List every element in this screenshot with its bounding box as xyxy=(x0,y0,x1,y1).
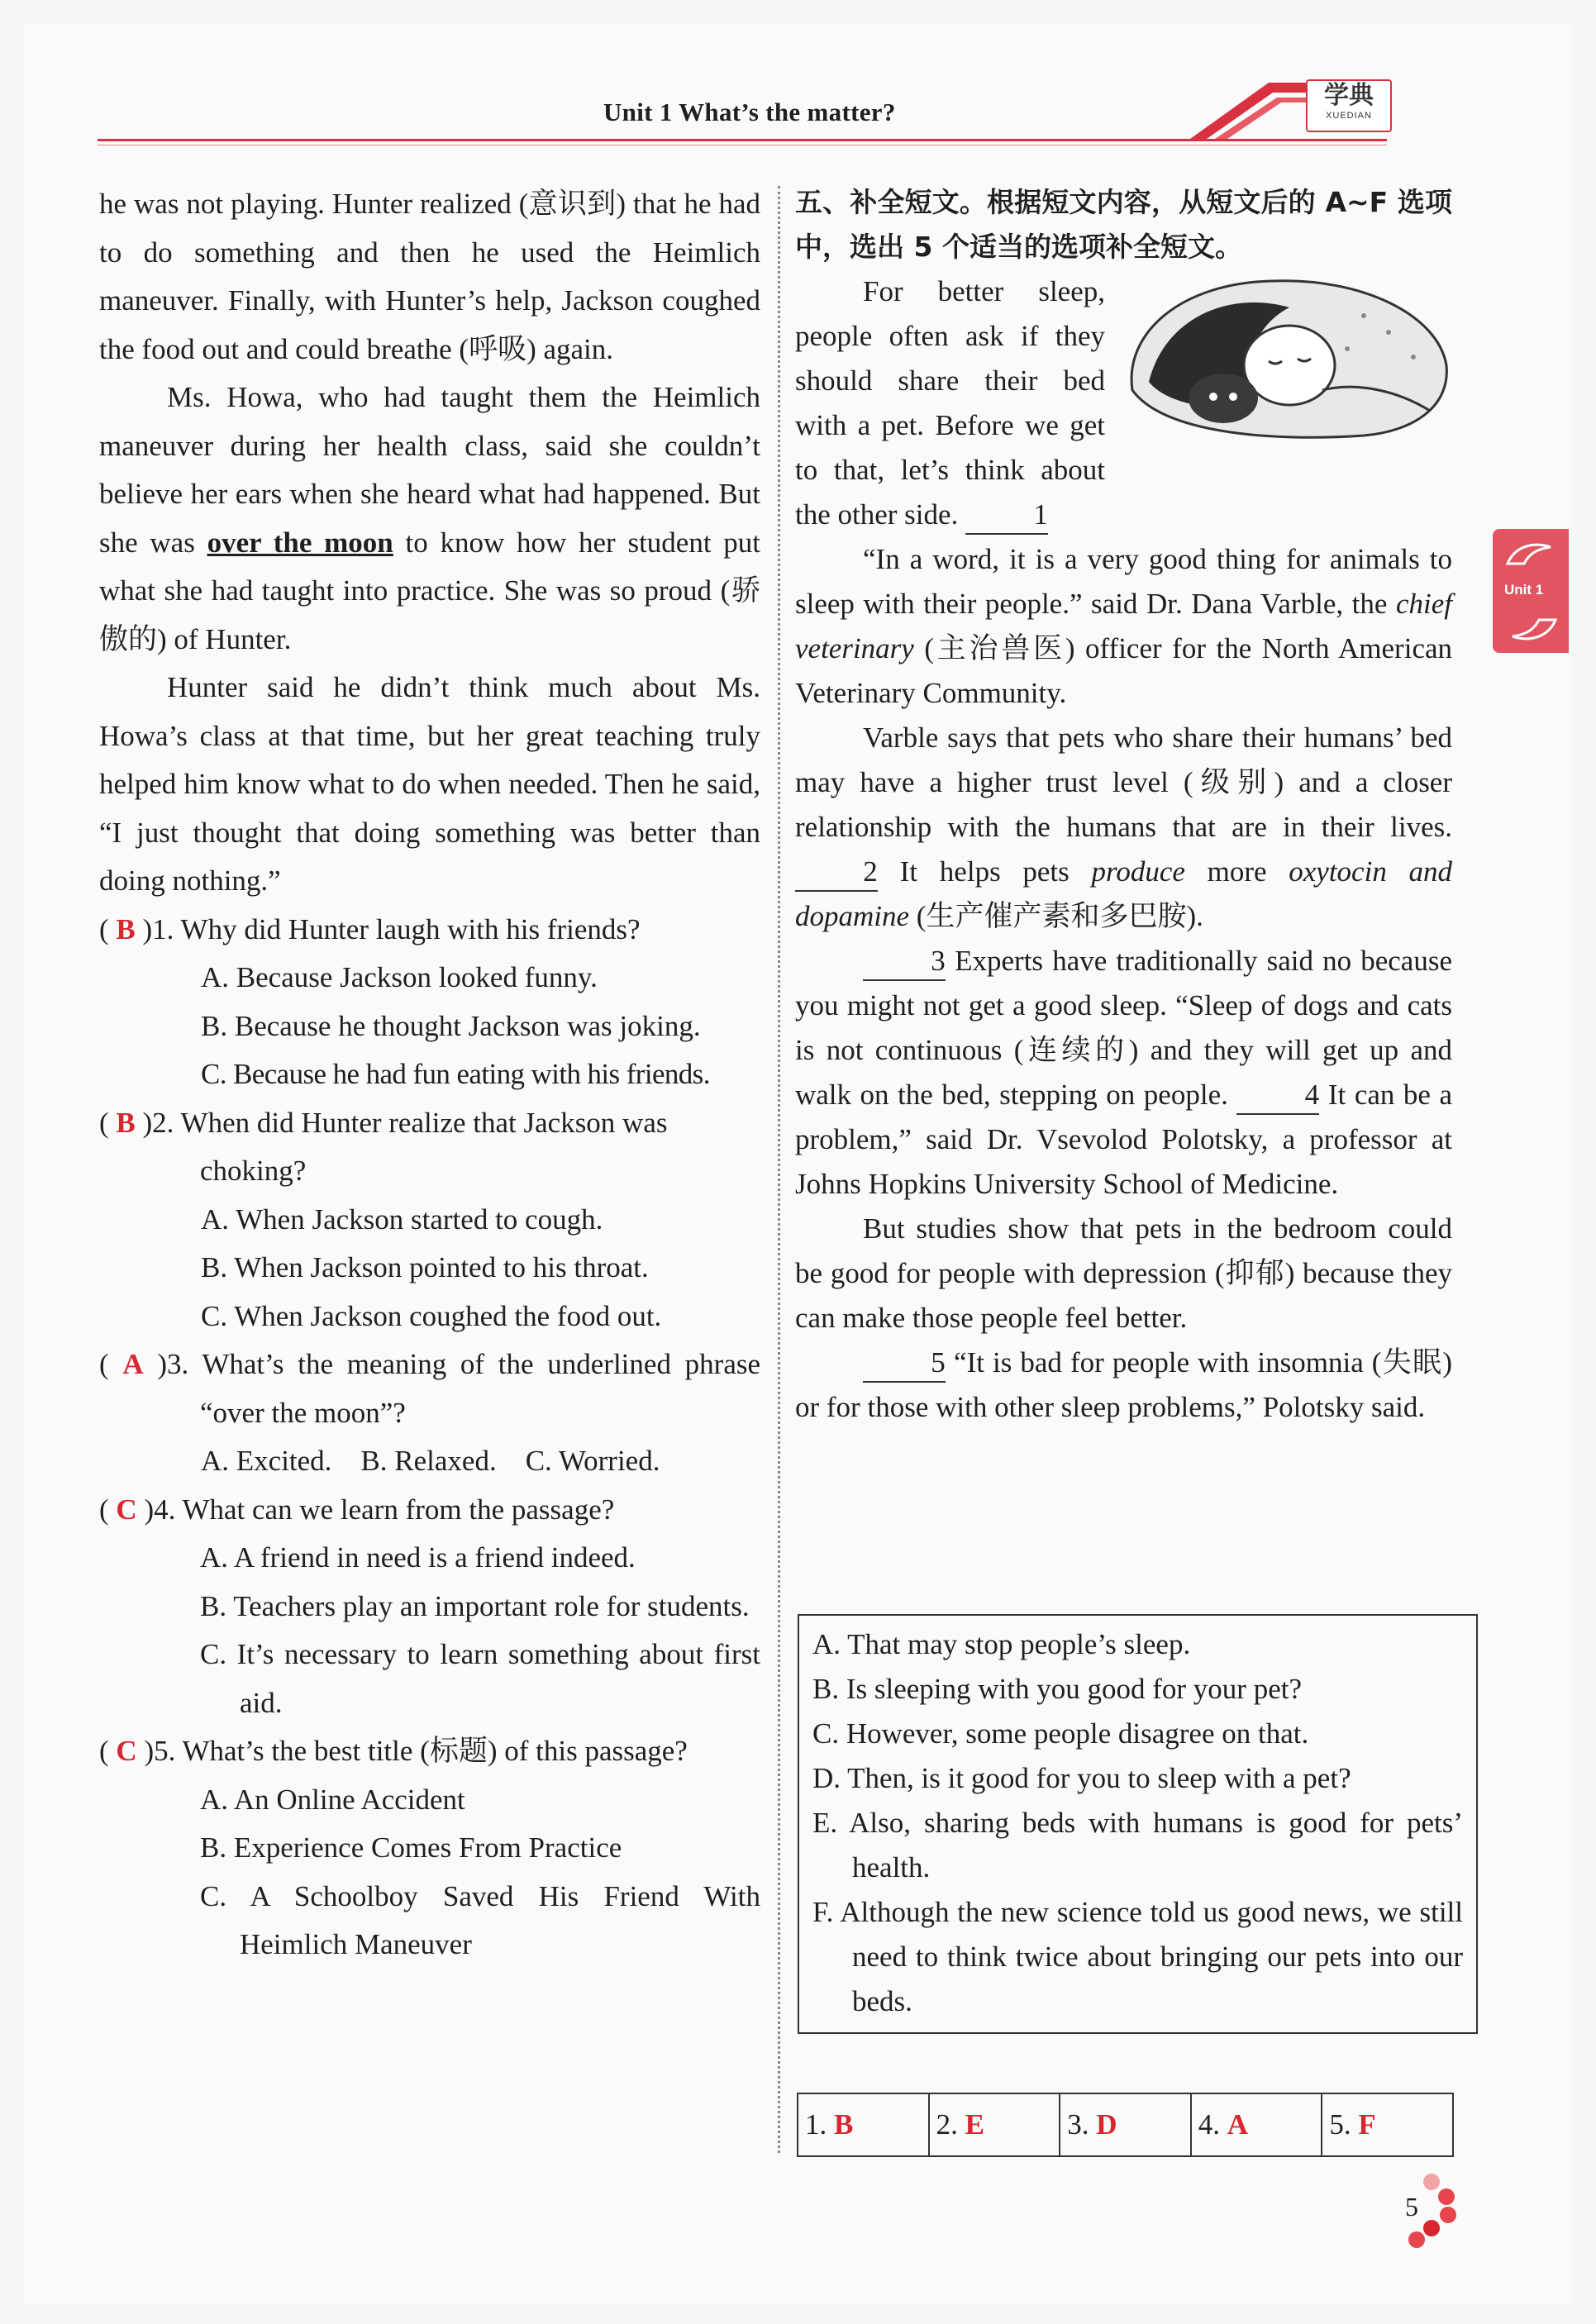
page-number: 5 xyxy=(1405,2192,1418,2222)
cloze-paragraph: 5 “It is bad for people with insomnia (失眠) or for those with other sleep problems,” Polotsky said. xyxy=(795,1346,1452,1423)
cloze-paragraph: But studies show that pets in the bedroom could be good for people with depression (抑郁) because they can make those people feel better. xyxy=(795,1212,1452,1334)
option: C. Because he had fun eating with his friends. xyxy=(201,1058,710,1090)
question-5: ( C )5. What’s the best title (标题) of this passage? xyxy=(99,1735,688,1767)
unit-tab-label: Unit 1 xyxy=(1504,582,1544,598)
option-c: C. However, some people disagree on that. xyxy=(812,1717,1309,1750)
answer-cell: 4. A xyxy=(1192,2094,1323,2155)
answer-mark: C xyxy=(116,1735,137,1767)
blank-3: 3 xyxy=(863,943,946,981)
question-1: ( B )1. Why did Hunter laugh with his friends? xyxy=(99,912,641,945)
passage-paragraph: he was not playing. Hunter realized (意识到) that he had to do something and then he used the Heimlich maneuver. Finally, with Hunter’s help, Jackson coughed the food out and could breathe (呼吸) again. xyxy=(99,188,760,365)
blank-2: 2 xyxy=(795,854,878,892)
option: C. A Schoolboy Saved His Friend With Heimlich Maneuver xyxy=(200,1879,760,1960)
answer-cell: 3. D xyxy=(1060,2094,1192,2155)
option-e: E. Also, sharing beds with humans is good for pets’ health. xyxy=(812,1807,1463,1883)
option: B. Because he thought Jackson was joking. xyxy=(201,1009,701,1042)
wing-icon xyxy=(1504,539,1554,572)
wing-icon xyxy=(1509,612,1559,645)
answer-cell: 2. E xyxy=(930,2094,1061,2155)
option: A. Because Jackson looked funny. xyxy=(201,961,598,993)
cloze-paragraph: Varble says that pets who share their humans’ bed may have a higher trust level (级别) and a closer relationship with the humans that are in their lives. 2 It helps pets produce more oxytocin and dopamine (生产催产素和多巴胺). xyxy=(795,721,1453,932)
option: B. Teachers play an important role for students. xyxy=(200,1589,750,1622)
column-divider xyxy=(778,186,780,2153)
underlined-phrase: over the moon xyxy=(207,526,393,559)
option: B. Experience Comes From Practice xyxy=(200,1831,622,1864)
options-box xyxy=(798,1614,1478,2034)
option-f: F. Although the new science told us good news, we still need to think twice about bringing our pets into our beds. xyxy=(812,1896,1463,2017)
option-b: B. Is sleeping with you good for your pet? xyxy=(812,1673,1302,1705)
unit-side-tab xyxy=(1493,529,1569,653)
option: B. When Jackson pointed to his throat. xyxy=(201,1251,649,1283)
answer-cell: 5. F xyxy=(1329,2108,1376,2141)
header-swoosh xyxy=(1190,74,1314,140)
option: A. An Online Accident xyxy=(200,1783,465,1816)
answer-mark: B xyxy=(116,1106,136,1139)
cloze-paragraph: 3 Experts have traditionally said no because you might not get a good sleep. “Sleep of dogs and cats is not continuous (连续的) and they will get up and walk on the bed, stepping on people. 4 It can be a problem,” said Dr. Vsevolod Polotsky, a professor at Johns Hopkins University School of Medicine. xyxy=(795,945,1453,1200)
answer-cell: 1. B xyxy=(798,2094,930,2155)
question-4: ( C )4. What can we learn from the passage? xyxy=(99,1493,615,1526)
option-d: D. Then, is it good for you to sleep with a pet? xyxy=(812,1762,1351,1794)
blank-1: 1 xyxy=(965,497,1048,535)
left-column xyxy=(99,180,760,1969)
section-title: 五、补全短文。根据短文内容，从短文后的 A~F 选项中，选出 5 个适当的选项补全短文。 xyxy=(795,186,1452,263)
question-3: ( A )3. What’s the meaning of the underlined phrase “over the moon”? xyxy=(99,1348,761,1429)
option: C. When Jackson coughed the food out. xyxy=(201,1299,662,1332)
answer-table xyxy=(797,2093,1454,2157)
page-header-title: Unit 1 What’s the matter? xyxy=(603,98,896,126)
answer-mark: C xyxy=(116,1493,137,1526)
blank-5: 5 xyxy=(863,1345,946,1383)
option-a: A. That may stop people’s sleep. xyxy=(812,1628,1191,1660)
answer-mark: A xyxy=(122,1348,144,1380)
brand-logo: 学典 XUEDIAN xyxy=(1306,79,1392,132)
header-rule xyxy=(98,139,1387,141)
question-2: ( B )2. When did Hunter realize that Jackson was choking? xyxy=(99,1106,668,1187)
option: C. It’s necessary to learn something about first aid. xyxy=(200,1638,760,1719)
answer-mark: B xyxy=(116,912,136,945)
option: A. Excited. B. Relaxed. C. Worried. xyxy=(201,1445,660,1477)
cloze-paragraph: “In a word, it is a very good thing for animals to sleep with their people.” said Dr. Dana Varble, the chief veterinary (主治兽医) officer for the North American Veterinary Community. xyxy=(795,543,1453,709)
blank-4: 4 xyxy=(1236,1077,1319,1115)
cloze-paragraph: For better sleep, people often ask if they should share their bed with a pet. Before we get to that, let’s think about the other side. 1 xyxy=(795,269,1452,537)
passage-paragraph: Ms. Howa, who had taught them the Heimlich maneuver during her health class, said she couldn’t believe her ears when she heard what had happened. But she was over the moon to know how her student put what she had taught into practice. She was so proud (骄傲的) of Hunter. xyxy=(99,381,761,655)
option: A. A friend in need is a friend indeed. xyxy=(200,1541,636,1574)
passage-paragraph: Hunter said he didn’t think much about Ms. Howa’s class at that time, but her great teaching truly helped him know what to do when needed. Then he said, “I just thought that doing something was better than doing nothing.” xyxy=(99,671,760,897)
right-column xyxy=(795,180,1452,1430)
option: A. When Jackson started to cough. xyxy=(201,1202,603,1236)
